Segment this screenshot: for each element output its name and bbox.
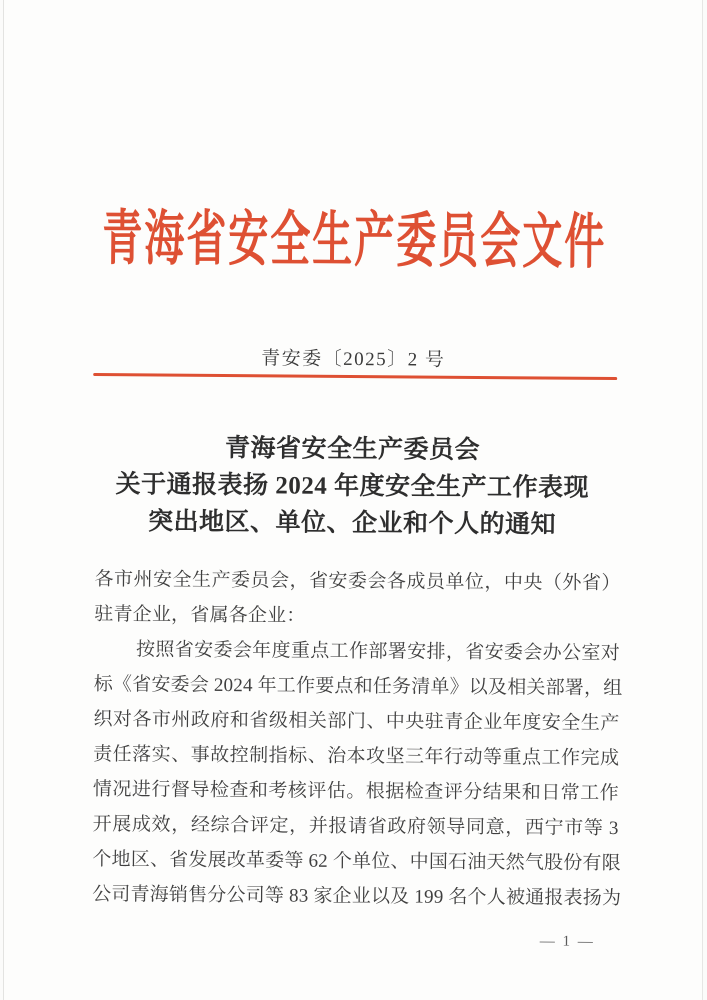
doc-title [3,428,702,544]
body-line: 公司青海销售分公司等 83 家企业以及 199 名个人被通报表扬为 [92,883,622,910]
doc-title-line-2: 关于通报表扬 2024 年度安全生产工作表现 [115,471,590,502]
red-divider-line [93,373,617,380]
body-line: 织对各市州政府和省级相关部门、中央驻青企业年度安全生产 [93,708,620,735]
body-line: 情况进行督导检查和考核评估。根据检查评分结果和日常工作 [92,778,619,805]
body-line-salutation-1: 各市州安全生产委员会，省安委会各成员单位，中央（外省） [94,568,621,595]
body-line: 责任落实、事故控制指标、治本攻坚三年行动等重点工作完成 [93,743,620,770]
body-line-salutation-2: 驻青企业，省属各企业： [94,603,306,627]
body-line-paragraph-start: 按照省安委会年度重点工作部署安排，省安委会办公室对 [135,639,621,665]
doc-title-line-3: 突出地区、单位、企业和个人的通知 [147,508,557,539]
body-line: 个地区、省发展改革委等 62 个单位、中国石油天然气股份有限 [92,848,621,875]
body-line: 开展成效，经综合评定，并报请省政府领导同意，西宁市等 3 [92,813,619,840]
letterhead-title: 青海省安全生产委员会文件 [101,204,607,276]
document-page [3,0,703,1000]
doc-title-line-1: 青海省安全生产委员会 [224,434,481,464]
doc-number: 青安委〔2025〕2 号 [261,348,446,371]
body-line: 标《省安委会 2024 年工作要点和任务清单》以及相关部署，组 [93,673,623,700]
page-number: — 1 — [539,933,595,950]
doc-body [92,562,621,916]
